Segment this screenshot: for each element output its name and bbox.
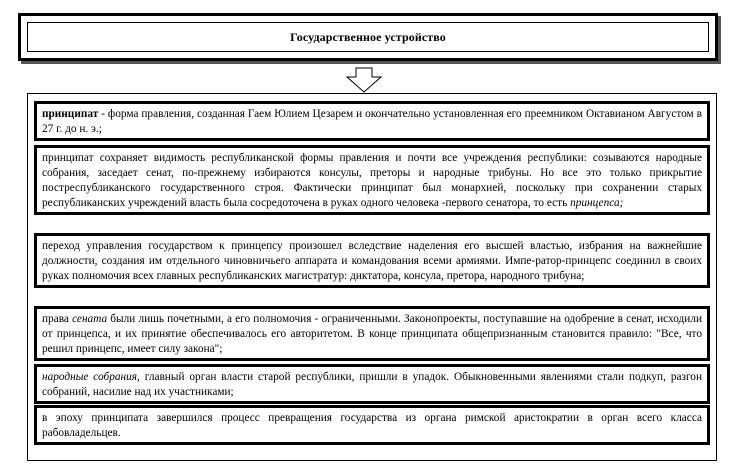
item-text: в эпоху принципата завершился процесс превращения государства из органа римской аристократии в орган всего класса рабовладельцев. bbox=[42, 412, 702, 439]
item-text: были лишь почетными, а его полномочия - ограниченными. Законопроекты, поступавшие на одобрение в сенат, исходили от принцепса, и их принятие обеспечивалось его авторитетом. В конце принципата общепризнанным становится правило: "Все, что решил принцепс, имеет силу закона"; bbox=[42, 313, 703, 355]
item-text: переход управления государством к принцепсу произошел вследствие наделения его высшей властью, избрания на важнейшие должности, создания им отдельного чиновничьего аппарата и командования всеми армиями. Импе-ратор-принцепс соединил в своих руках полномочия всех главных республиканских магистратур: диктатора, консула, претора, народного трибуна; bbox=[42, 240, 702, 282]
item-term: принципат bbox=[42, 108, 99, 120]
item-text-start: права bbox=[42, 313, 73, 325]
item-italic-term: принцепса; bbox=[570, 197, 624, 209]
title-box bbox=[18, 13, 718, 61]
item-state-transformation bbox=[34, 405, 710, 445]
item-principat-definition bbox=[34, 101, 710, 141]
item-popular-assemblies bbox=[34, 364, 710, 404]
item-text: главный орган власти старой республики, пришли в упадок. Обыкновенными явлениями стали подкуп, разгон собраний, насилие над их участниками; bbox=[42, 371, 702, 398]
item-italic-term: сената bbox=[72, 313, 108, 325]
diagram-title: Государственное устройство bbox=[290, 29, 446, 44]
item-italic-term: народные собрания, bbox=[42, 371, 140, 383]
item-senate-rights bbox=[34, 306, 710, 361]
down-arrow-icon bbox=[345, 67, 383, 93]
title-inner-frame bbox=[27, 22, 709, 52]
item-transfer-of-power bbox=[34, 233, 710, 288]
item-text: - форма правления, созданная Гаем Юлием Цезарем и окончательно установленная его преемником Октавианом Августом в 27 г. до н. э.; bbox=[42, 108, 702, 135]
item-republican-appearance bbox=[34, 145, 710, 215]
item-text: принципат сохраняет видимость республиканской формы правления и почти все учреждения республики: созываются народные собрания, заседает сенат, по-прежнему избираются консулы, преторы и народные трибуны. Но все это только прикрытие постреспубликанского государственного строя. Фактически принципат был монархией, поскольку при сохранении старых республиканских учреждений власть была сосредоточена в руках одного человека -первого сенатора, то есть bbox=[42, 152, 702, 209]
